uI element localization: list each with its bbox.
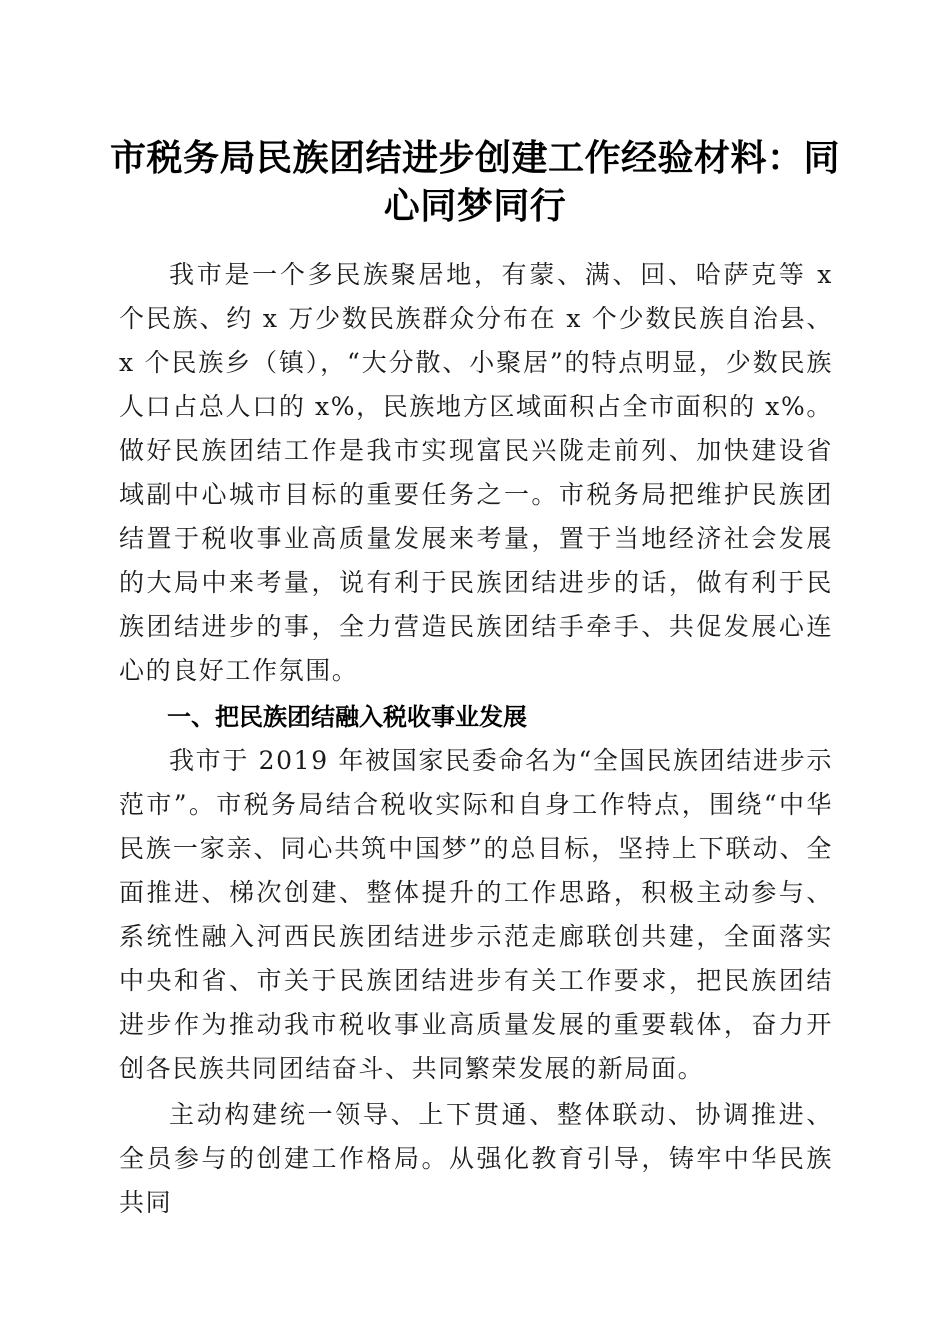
paragraph-section-1: 我市于 2019 年被国家民委命名为“全国民族团结进步示范市”。市税务局结合税收实际和自身工作特点，围绕“中华民族一家亲、同心共筑中国梦”的总目标，坚持上下联动、全面推进、梯次创建、整体提升的工作思路，积极主动参与、系统性融入河西民族团结进步示范走廊联创共建，全面落实中央和省、市关于民族团结进步有关工作要求，把民族团结进步作为推动我市税收事业高质量发展的重要载体，奋力开创各民族共同团结奋斗、共同繁荣发展的新局面。	[119, 746, 833, 1083]
section-heading: 一、把民族团结融入税收事业发展	[167, 703, 527, 731]
paragraph-intro: 我市是一个多民族聚居地，有蒙、满、回、哈萨克等 x 个民族、约 x 万少数民族群众分布在 x 个少数民族自治县、x 个民族乡（镇），“大分散、小聚居”的特点明显，少数民族人口占总人口的 x%，民族地方区域面积占全市面积的 x%。做好民族团结工作是我市实现富民兴陇走前列、加快建设省域副中心城市目标的重要任务之一。市税务局把维护民族团结置于税收事业高质量发展来考量，置于当地经济社会发展的大局中来考量，说有利于民族团结进步的话，做有利于民族团结进步的事，全力营造民族团结手牵手、共促发展心连心的良好工作氛围。	[119, 260, 833, 685]
document-body	[119, 253, 833, 1225]
paragraph-section-2: 主动构建统一领导、上下贯通、整体联动、协调推进、全员参与的创建工作格局。从强化教育引导，铸牢中华民族共同	[119, 1100, 833, 1217]
document-title: 市税务局民族团结进步创建工作经验材料：同心同梦同行	[109, 137, 840, 227]
